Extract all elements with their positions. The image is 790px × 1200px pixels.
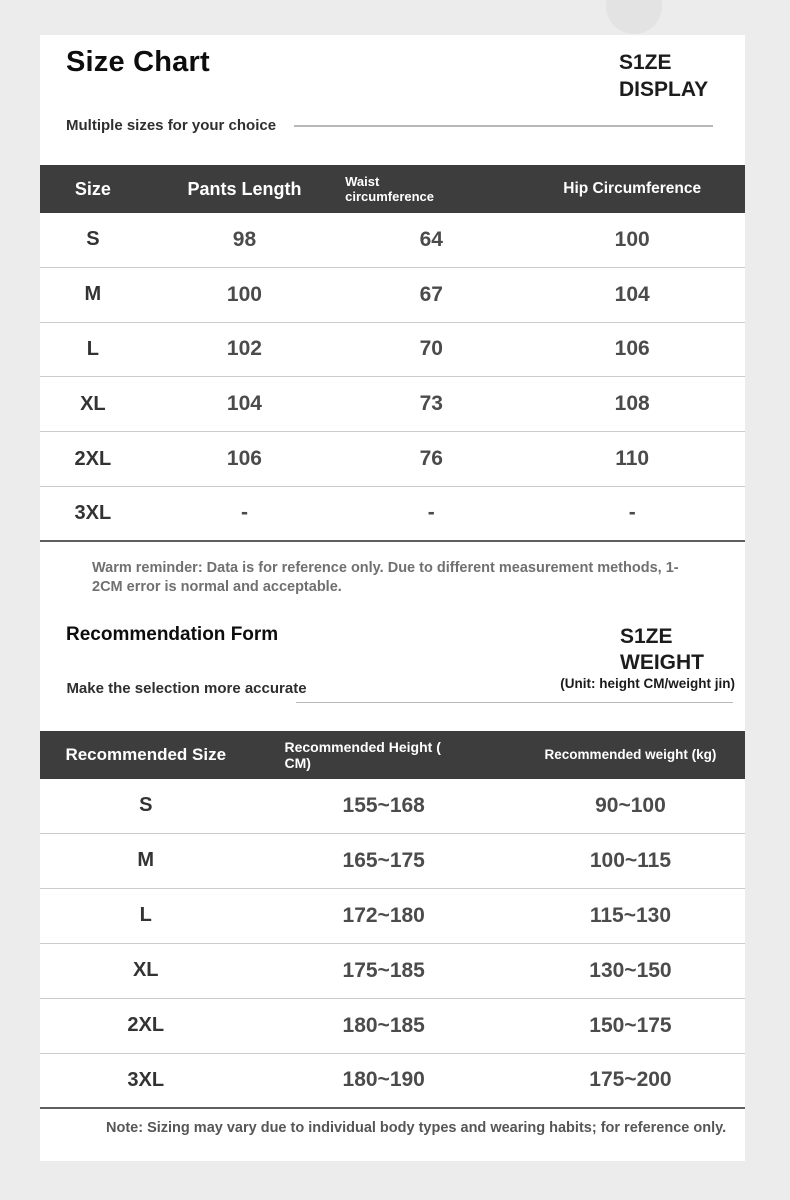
recommendation-title: Recommendation Form xyxy=(66,623,279,645)
column-header-recommended-height: Recommended Height ( CM) xyxy=(284,738,441,771)
table-row xyxy=(40,779,745,834)
cell-height-range: 172~180 xyxy=(342,903,425,927)
table-row xyxy=(40,377,745,432)
watermark-line1: S1ZE xyxy=(619,51,672,74)
cell-weight-range: 100~115 xyxy=(589,848,672,872)
subtitle-row xyxy=(66,117,719,134)
cell-size: S xyxy=(139,794,153,817)
table-row xyxy=(40,1054,745,1109)
cell-height-range: 155~168 xyxy=(342,793,425,817)
table-row xyxy=(40,889,745,944)
size-weight-watermark xyxy=(620,624,730,676)
column-header-recommended-size: Recommended Size xyxy=(65,744,227,764)
size-table-header-row xyxy=(40,165,745,213)
cell-height-range: 180~190 xyxy=(342,1068,425,1092)
cell-size: XL xyxy=(132,959,159,982)
cell-size: 2XL xyxy=(127,1014,165,1037)
cell-height-range: 175~185 xyxy=(342,958,425,982)
cell-pants-length: 106 xyxy=(226,447,262,471)
cell-size: XL xyxy=(80,392,106,415)
table-row xyxy=(40,432,745,487)
cell-waist: - xyxy=(427,501,435,525)
cell-weight-range: 130~150 xyxy=(589,958,672,982)
cell-hip: 108 xyxy=(614,392,650,416)
rec-table-header-row xyxy=(40,731,745,779)
size-display-watermark xyxy=(619,49,719,103)
size-chart-card xyxy=(40,35,745,1161)
table-row xyxy=(40,999,745,1054)
divider-line xyxy=(296,702,733,703)
watermark-line2: WEIGHT xyxy=(620,650,704,674)
cell-hip: 104 xyxy=(614,282,650,306)
table-row xyxy=(40,487,745,542)
column-header-hip: Hip Circumference xyxy=(563,180,702,197)
cell-size: 3XL xyxy=(127,1068,165,1091)
table-row xyxy=(40,323,745,378)
cell-waist: 67 xyxy=(419,282,443,306)
cell-weight-range: 90~100 xyxy=(595,793,666,817)
watermark-line2: DISPLAY xyxy=(619,78,709,101)
cell-size: L xyxy=(139,904,152,927)
cell-size: M xyxy=(84,283,102,306)
cell-pants-length: 100 xyxy=(226,282,262,306)
divider-line xyxy=(294,125,713,127)
recommendation-table xyxy=(40,731,745,1109)
size-measurements-table xyxy=(40,165,745,542)
page-title: Size Chart xyxy=(66,46,210,78)
cell-weight-range: 175~200 xyxy=(589,1068,672,1092)
cell-waist: 73 xyxy=(419,392,443,416)
table-row xyxy=(40,213,745,268)
table-row xyxy=(40,834,745,889)
cell-height-range: 180~185 xyxy=(342,1013,425,1037)
recommendation-subtitle: Make the selection more accurate xyxy=(66,679,307,697)
cell-pants-length: - xyxy=(240,501,248,525)
cell-size: S xyxy=(86,228,100,251)
bottom-note-text: Note: Sizing may vary due to individual body types and wearing habits; for reference only. xyxy=(106,1119,727,1136)
cell-pants-length: 102 xyxy=(226,337,262,361)
cell-hip: 100 xyxy=(614,227,650,251)
watermark-line1: S1ZE xyxy=(620,624,673,648)
cell-waist: 76 xyxy=(419,447,443,471)
column-header-pants-length: Pants Length xyxy=(187,178,302,199)
unit-note: (Unit: height CM/weight jin) xyxy=(560,675,735,691)
cell-pants-length: 104 xyxy=(226,392,262,416)
column-header-size: Size xyxy=(74,178,111,199)
card-header xyxy=(40,35,745,134)
cell-height-range: 165~175 xyxy=(342,848,425,872)
cell-size: 3XL xyxy=(74,501,112,524)
cell-weight-range: 150~175 xyxy=(589,1013,672,1037)
decorative-circle xyxy=(606,0,662,34)
title-row xyxy=(66,45,719,103)
cell-size: 2XL xyxy=(74,447,112,470)
table-row xyxy=(40,944,745,999)
table-row xyxy=(40,268,745,323)
warm-reminder-text: Warm reminder: Data is for reference only. Due to different measurement methods, 1-2CM error is normal and acceptable. xyxy=(92,559,679,596)
cell-weight-range: 115~130 xyxy=(589,903,672,927)
column-header-waist: Waist circumference xyxy=(345,174,435,204)
cell-waist: 64 xyxy=(419,227,443,251)
cell-hip: 106 xyxy=(614,337,650,361)
recommendation-header xyxy=(40,623,745,723)
cell-hip: 110 xyxy=(615,447,650,471)
cell-hip: - xyxy=(628,501,636,525)
cell-size: L xyxy=(86,337,99,360)
subtitle-text: Multiple sizes for your choice xyxy=(66,117,277,134)
cell-waist: 70 xyxy=(419,337,443,361)
cell-size: M xyxy=(137,849,155,872)
column-header-recommended-weight: Recommended weight (kg) xyxy=(544,747,717,763)
cell-pants-length: 98 xyxy=(232,227,257,251)
